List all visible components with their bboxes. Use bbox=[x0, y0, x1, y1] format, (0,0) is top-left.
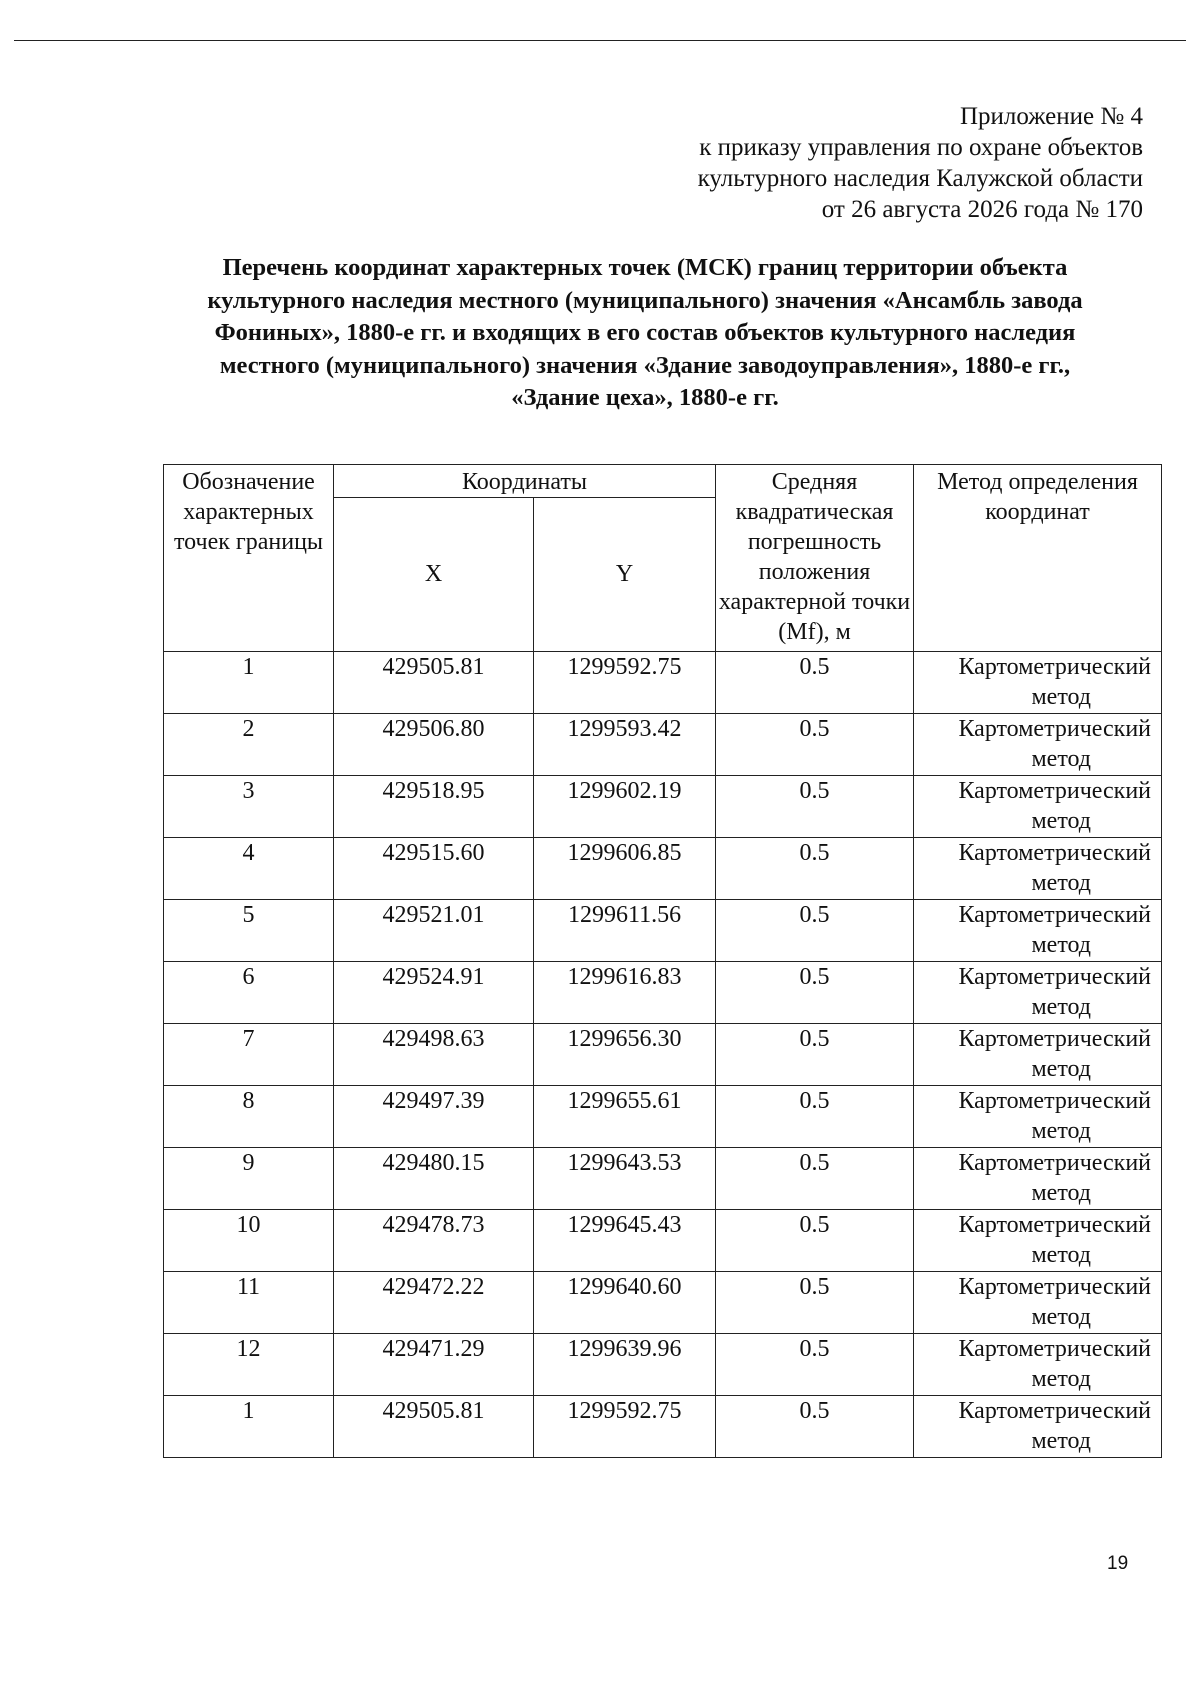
method-line: метод bbox=[1031, 746, 1092, 772]
cell-error: 0.5 bbox=[716, 1272, 914, 1334]
method-line: метод bbox=[1031, 1180, 1092, 1206]
cell-error: 0.5 bbox=[716, 900, 914, 962]
cell-method bbox=[914, 838, 1162, 900]
cell-point: 1 bbox=[164, 652, 334, 714]
appendix-line: от 26 августа 2026 года № 170 bbox=[821, 196, 1143, 223]
cell-x: 429480.15 bbox=[334, 1148, 534, 1210]
cell-error: 0.5 bbox=[716, 652, 914, 714]
table-row bbox=[164, 1086, 1162, 1148]
method-line: Картометрический bbox=[958, 1026, 1152, 1052]
table-row bbox=[164, 962, 1162, 1024]
method-line: метод bbox=[1031, 1304, 1092, 1330]
cell-method bbox=[914, 1086, 1162, 1148]
table-row bbox=[164, 1272, 1162, 1334]
cell-method bbox=[914, 1334, 1162, 1396]
top-rule bbox=[14, 40, 1186, 41]
cell-method bbox=[914, 1024, 1162, 1086]
cell-x: 429472.22 bbox=[334, 1272, 534, 1334]
method-line: Картометрический bbox=[958, 1150, 1152, 1176]
cell-y: 1299606.85 bbox=[534, 838, 716, 900]
title-line: «Здание цеха», 1880-е гг. bbox=[511, 384, 779, 411]
method-line: Картометрический bbox=[958, 1398, 1152, 1424]
cell-method bbox=[914, 714, 1162, 776]
cell-y: 1299602.19 bbox=[534, 776, 716, 838]
table-row bbox=[164, 900, 1162, 962]
method-line: метод bbox=[1031, 932, 1092, 958]
header-coordinates: Координаты bbox=[334, 465, 716, 498]
title-line: культурного наследия местного (муниципального) значения «Ансамбль завода bbox=[207, 286, 1083, 314]
method-line: Картометрический bbox=[958, 716, 1152, 742]
table-row bbox=[164, 714, 1162, 776]
method-line: метод bbox=[1031, 684, 1092, 710]
cell-error: 0.5 bbox=[716, 1334, 914, 1396]
cell-x: 429478.73 bbox=[334, 1210, 534, 1272]
method-line: метод bbox=[1031, 1428, 1092, 1454]
header-y: Y bbox=[534, 498, 716, 652]
method-line: Картометрический bbox=[958, 840, 1152, 866]
cell-y: 1299639.96 bbox=[534, 1334, 716, 1396]
cell-method bbox=[914, 1272, 1162, 1334]
coordinates-table bbox=[163, 464, 1162, 1458]
table-row bbox=[164, 1024, 1162, 1086]
table-row bbox=[164, 776, 1162, 838]
cell-point: 9 bbox=[164, 1148, 334, 1210]
cell-point: 6 bbox=[164, 962, 334, 1024]
cell-point: 1 bbox=[164, 1396, 334, 1458]
cell-point: 3 bbox=[164, 776, 334, 838]
method-line: Картометрический bbox=[958, 1088, 1152, 1114]
cell-point: 10 bbox=[164, 1210, 334, 1272]
cell-error: 0.5 bbox=[716, 838, 914, 900]
cell-x: 429515.60 bbox=[334, 838, 534, 900]
cell-error: 0.5 bbox=[716, 1396, 914, 1458]
header-x: X bbox=[334, 498, 534, 652]
cell-y: 1299592.75 bbox=[534, 652, 716, 714]
cell-y: 1299643.53 bbox=[534, 1148, 716, 1210]
cell-point: 11 bbox=[164, 1272, 334, 1334]
title-line: Фониных», 1880-е гг. и входящих в его состав объектов культурного наследия bbox=[214, 319, 1076, 346]
cell-y: 1299640.60 bbox=[534, 1272, 716, 1334]
cell-x: 429505.81 bbox=[334, 652, 534, 714]
cell-x: 429518.95 bbox=[334, 776, 534, 838]
method-line: метод bbox=[1031, 1242, 1092, 1268]
cell-method bbox=[914, 900, 1162, 962]
method-line: метод bbox=[1031, 870, 1092, 896]
table-row bbox=[164, 1210, 1162, 1272]
cell-y: 1299593.42 bbox=[534, 714, 716, 776]
cell-point: 8 bbox=[164, 1086, 334, 1148]
cell-y: 1299616.83 bbox=[534, 962, 716, 1024]
cell-method bbox=[914, 776, 1162, 838]
cell-x: 429497.39 bbox=[334, 1086, 534, 1148]
cell-x: 429471.29 bbox=[334, 1334, 534, 1396]
cell-y: 1299656.30 bbox=[534, 1024, 716, 1086]
table-row bbox=[164, 1396, 1162, 1458]
title-line: местного (муниципального) значения «Здание заводоуправления», 1880-е гг., bbox=[219, 351, 1071, 379]
cell-point: 4 bbox=[164, 838, 334, 900]
cell-y: 1299655.61 bbox=[534, 1086, 716, 1148]
cell-error: 0.5 bbox=[716, 962, 914, 1024]
cell-x: 429506.80 bbox=[334, 714, 534, 776]
appendix-line: к приказу управления по охране объектов bbox=[699, 134, 1143, 161]
title-line: Перечень координат характерных точек (МСК) границ территории объекта bbox=[222, 254, 1068, 281]
cell-x: 429498.63 bbox=[334, 1024, 534, 1086]
document-title bbox=[160, 252, 1130, 415]
cell-method bbox=[914, 1148, 1162, 1210]
header-error: Средняя квадратическая погрешность положения характерной точки (Mf), м bbox=[716, 465, 914, 652]
method-line: Картометрический bbox=[958, 1274, 1152, 1300]
cell-point: 7 bbox=[164, 1024, 334, 1086]
method-line: Картометрический bbox=[958, 1212, 1152, 1238]
cell-error: 0.5 bbox=[716, 1148, 914, 1210]
method-line: метод bbox=[1031, 1118, 1092, 1144]
method-line: Картометрический bbox=[958, 654, 1152, 680]
cell-y: 1299592.75 bbox=[534, 1396, 716, 1458]
method-line: метод bbox=[1031, 1056, 1092, 1082]
method-line: Картометрический bbox=[958, 964, 1152, 990]
page-number: 19 bbox=[1107, 1553, 1129, 1574]
cell-x: 429505.81 bbox=[334, 1396, 534, 1458]
appendix-block bbox=[543, 101, 1143, 225]
table-row bbox=[164, 652, 1162, 714]
cell-method bbox=[914, 1210, 1162, 1272]
cell-method bbox=[914, 652, 1162, 714]
method-line: метод bbox=[1031, 808, 1092, 834]
cell-error: 0.5 bbox=[716, 1210, 914, 1272]
method-line: Картометрический bbox=[958, 902, 1152, 928]
cell-error: 0.5 bbox=[716, 1024, 914, 1086]
cell-x: 429524.91 bbox=[334, 962, 534, 1024]
method-line: метод bbox=[1031, 994, 1092, 1020]
method-line: Картометрический bbox=[958, 1336, 1152, 1362]
header-method: Метод определения координат bbox=[914, 465, 1162, 652]
table-row bbox=[164, 838, 1162, 900]
cell-y: 1299645.43 bbox=[534, 1210, 716, 1272]
method-line: метод bbox=[1031, 1366, 1092, 1392]
method-line: Картометрический bbox=[958, 778, 1152, 804]
cell-x: 429521.01 bbox=[334, 900, 534, 962]
table-row bbox=[164, 1334, 1162, 1396]
cell-method bbox=[914, 962, 1162, 1024]
cell-point: 5 bbox=[164, 900, 334, 962]
cell-error: 0.5 bbox=[716, 776, 914, 838]
cell-point: 12 bbox=[164, 1334, 334, 1396]
appendix-line: Приложение № 4 bbox=[959, 103, 1143, 130]
header-point: Обозначение характерных точек границы bbox=[164, 465, 334, 652]
cell-y: 1299611.56 bbox=[534, 900, 716, 962]
table-row bbox=[164, 1148, 1162, 1210]
cell-point: 2 bbox=[164, 714, 334, 776]
cell-method bbox=[914, 1396, 1162, 1458]
appendix-line: культурного наследия Калужской области bbox=[697, 165, 1143, 192]
cell-error: 0.5 bbox=[716, 714, 914, 776]
cell-error: 0.5 bbox=[716, 1086, 914, 1148]
